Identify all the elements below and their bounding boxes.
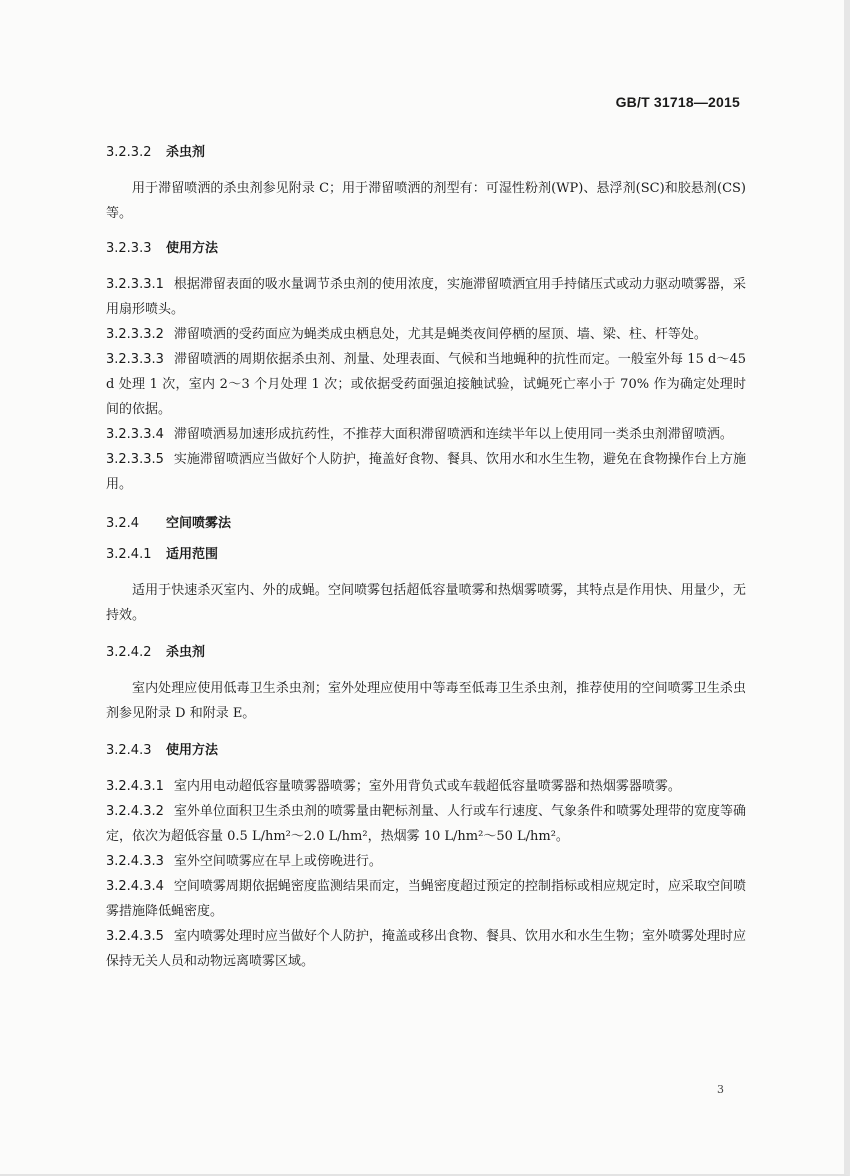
heading-number: 3.2.4.3 [106,743,152,758]
page-body [106,144,746,974]
heading-title: 杀虫剂 [166,645,206,660]
clause-item [106,447,746,497]
paragraph: 室内处理应使用低毒卫生杀虫剂；室外处理应使用中等毒至低毒卫生杀虫剂，推荐使用的空间喷雾卫生杀虫剂参见附录 D 和附录 E。 [106,681,746,721]
heading-number: 3.2.4.1 [106,547,152,562]
heading-3-2-4-3 [106,742,746,760]
clause-number: 3.2.4.3.2 [106,804,164,819]
clause-number: 3.2.4.3.4 [106,879,164,894]
clause-text: 滞留喷洒的受药面应为蝇类成虫栖息处，尤其是蝇类夜间停栖的屋顶、墙、梁、柱、杆等处。 [173,327,707,342]
clause-number: 3.2.4.3.1 [106,779,164,794]
clause-text: 滞留喷洒的周期依据杀虫剂、剂量、处理表面、气候和当地蝇种的抗性而定。一般室外每 15 d～45 d 处理 1 次，室内 2～3 个月处理 1 次；或依据受药面强迫接触试验，试蝇死亡率小于 70% 作为确定处理时间的依据。 [106,352,746,417]
clause-text: 空间喷雾周期依据蝇密度监测结果而定，当蝇密度超过预定的控制指标或相应规定时，应采取空间喷雾措施降低蝇密度。 [106,879,746,919]
heading-title: 空间喷雾法 [166,516,232,531]
clause-text: 根据滞留表面的吸水量调节杀虫剂的使用浓度，实施滞留喷洒宜用手持储压式或动力驱动喷雾器，采用扇形喷头。 [106,277,746,317]
clause-text: 滞留喷洒易加速形成抗药性，不推荐大面积滞留喷洒和连续半年以上使用同一类杀虫剂滞留喷洒。 [173,427,733,442]
heading-title: 杀虫剂 [166,145,206,160]
heading-title: 适用范围 [166,547,219,562]
heading-title: 使用方法 [166,743,219,758]
heading-3-2-4-2 [106,644,746,662]
heading-number: 3.2.4.2 [106,645,152,660]
clause-item [106,272,746,322]
heading-3-2-4-1 [106,546,746,564]
clause-item [106,924,746,974]
heading-3-2-4 [106,515,746,533]
clause-number: 3.2.3.3.1 [106,277,164,292]
clause-item [106,347,746,422]
clause-item [106,422,746,447]
standard-number: GB/T 31718—2015 [615,94,740,110]
clause-item [106,799,746,849]
heading-number: 3.2.4 [106,516,140,531]
paragraph: 用于滞留喷洒的杀虫剂参见附录 C；用于滞留喷洒的剂型有：可湿性粉剂(WP)、悬浮剂(SC)和胶悬剂(CS)等。 [106,181,746,221]
clause-text: 实施滞留喷洒应当做好个人防护，掩盖好食物、餐具、饮用水和水生生物，避免在食物操作台上方施用。 [106,452,746,492]
clause-text: 室内喷雾处理时应当做好个人防护，掩盖或移出食物、餐具、饮用水和水生生物；室外喷雾处理时应保持无关人员和动物远离喷雾区域。 [106,929,746,969]
heading-number: 3.2.3.3 [106,241,152,256]
clause-number: 3.2.4.3.3 [106,854,164,869]
clause-text: 室外单位面积卫生杀虫剂的喷雾量由靶标剂量、人行或车行速度、气象条件和喷雾处理带的宽度等确定，依次为超低容量 0.5 L/hm²～2.0 L/hm²，热烟雾 10 L/hm²～50 L/hm²。 [106,804,746,844]
clause-item [106,874,746,924]
clause-number: 3.2.4.3.5 [106,929,164,944]
clause-text: 室内用电动超低容量喷雾器喷雾；室外用背负式或车载超低容量喷雾器和热烟雾器喷雾。 [173,779,681,794]
clause-number: 3.2.3.3.4 [106,427,164,442]
clause-number: 3.2.3.3.5 [106,452,164,467]
page-number: 3 [717,1083,724,1096]
heading-number: 3.2.3.2 [106,145,152,160]
heading-3-2-3-2 [106,144,746,162]
clause-item [106,849,746,874]
heading-3-2-3-3 [106,240,746,258]
clause-text: 室外空间喷雾应在早上或傍晚进行。 [173,854,382,869]
clause-number: 3.2.3.3.3 [106,352,164,367]
clause-number: 3.2.3.3.2 [106,327,164,342]
paragraph: 适用于快速杀灭室内、外的成蝇。空间喷雾包括超低容量喷雾和热烟雾喷雾，其特点是作用快、用量少，无持效。 [106,583,746,623]
heading-title: 使用方法 [166,241,219,256]
clause-item [106,774,746,799]
clause-item [106,322,746,347]
